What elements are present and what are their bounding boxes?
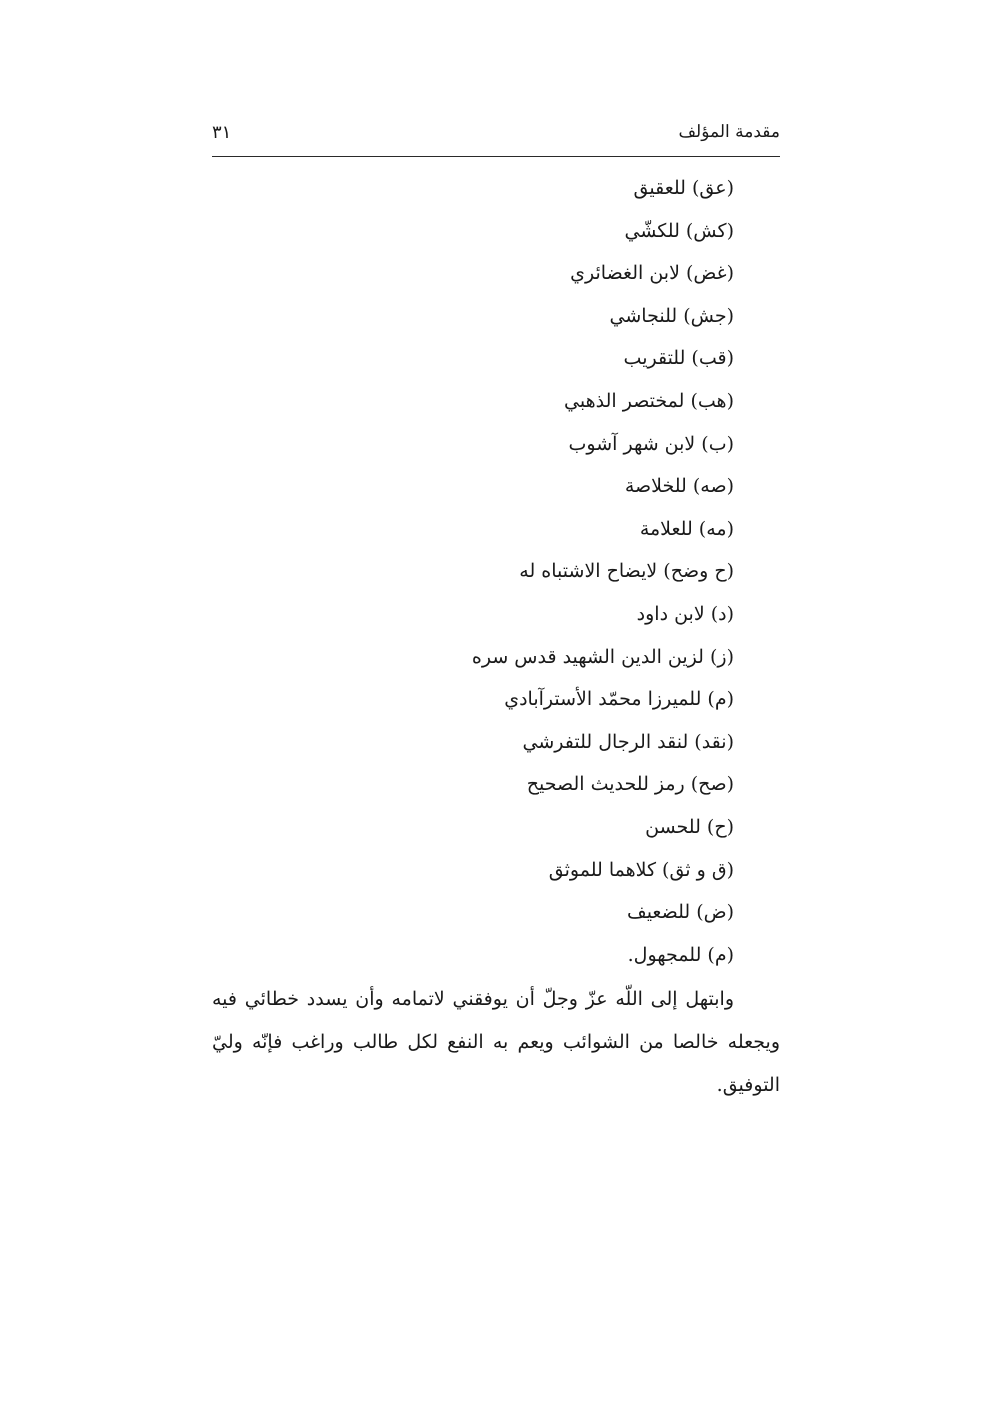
abbreviation-item: (ض) للضعيف [627, 901, 734, 924]
abbreviation-item: (ح) للحسن [645, 815, 734, 838]
abbreviation-item: (هب) لمختصر الذهبي [564, 389, 734, 412]
header-divider [212, 156, 780, 157]
abbreviation-item: (صح) رمز للحديث الصحيح [526, 773, 734, 796]
chapter-title: مقدمة المؤلف [678, 122, 780, 142]
abbreviation-item: (عق) للعقيق [633, 177, 734, 199]
abbreviation-item: (ح وضح) لايضاح الاشتباه له [519, 560, 734, 583]
abbreviation-item: (م) للمجهول. [627, 943, 734, 966]
abbreviation-item: (جش) للنجاشي [609, 304, 734, 327]
running-header [212, 118, 780, 154]
abbreviation-item: (صه) للخلاصة [624, 475, 734, 498]
abbreviation-item: (ب) لابن شهر آشوب [568, 432, 734, 455]
abbreviation-item: (م) للميرزا محمّد الأسترآبادي [504, 688, 734, 711]
abbreviation-item: (د) لابن داود [636, 602, 734, 625]
abbreviation-item: (ز) لزين الدين الشهيد قدس سره [471, 645, 734, 668]
abbreviation-item: (قب) للتقريب [623, 347, 734, 370]
abbreviation-item: (كش) للكشّي [624, 219, 734, 242]
closing-paragraph: وابتهل إلى اللّه عزّ وجلّ أن يوفقني لاتمامه وأن يسدد خطائي فيه ويجعله خالصا من الشوائب ويعم به النفع لكل طالب وراغب فإنّه وليّ التوفيق. [212, 988, 780, 1096]
abbreviation-item: (غض) لابن الغضائري [570, 262, 734, 285]
page-number: ٣١ [212, 122, 232, 143]
abbreviation-item: (ق و ثق) كلاهما للموثق [548, 858, 734, 881]
abbreviation-item: (نقد) لنقد الرجال للتفرشي [522, 730, 734, 753]
abbreviation-item: (مه) للعلامة [639, 517, 734, 540]
abbreviation-list [174, 173, 734, 982]
